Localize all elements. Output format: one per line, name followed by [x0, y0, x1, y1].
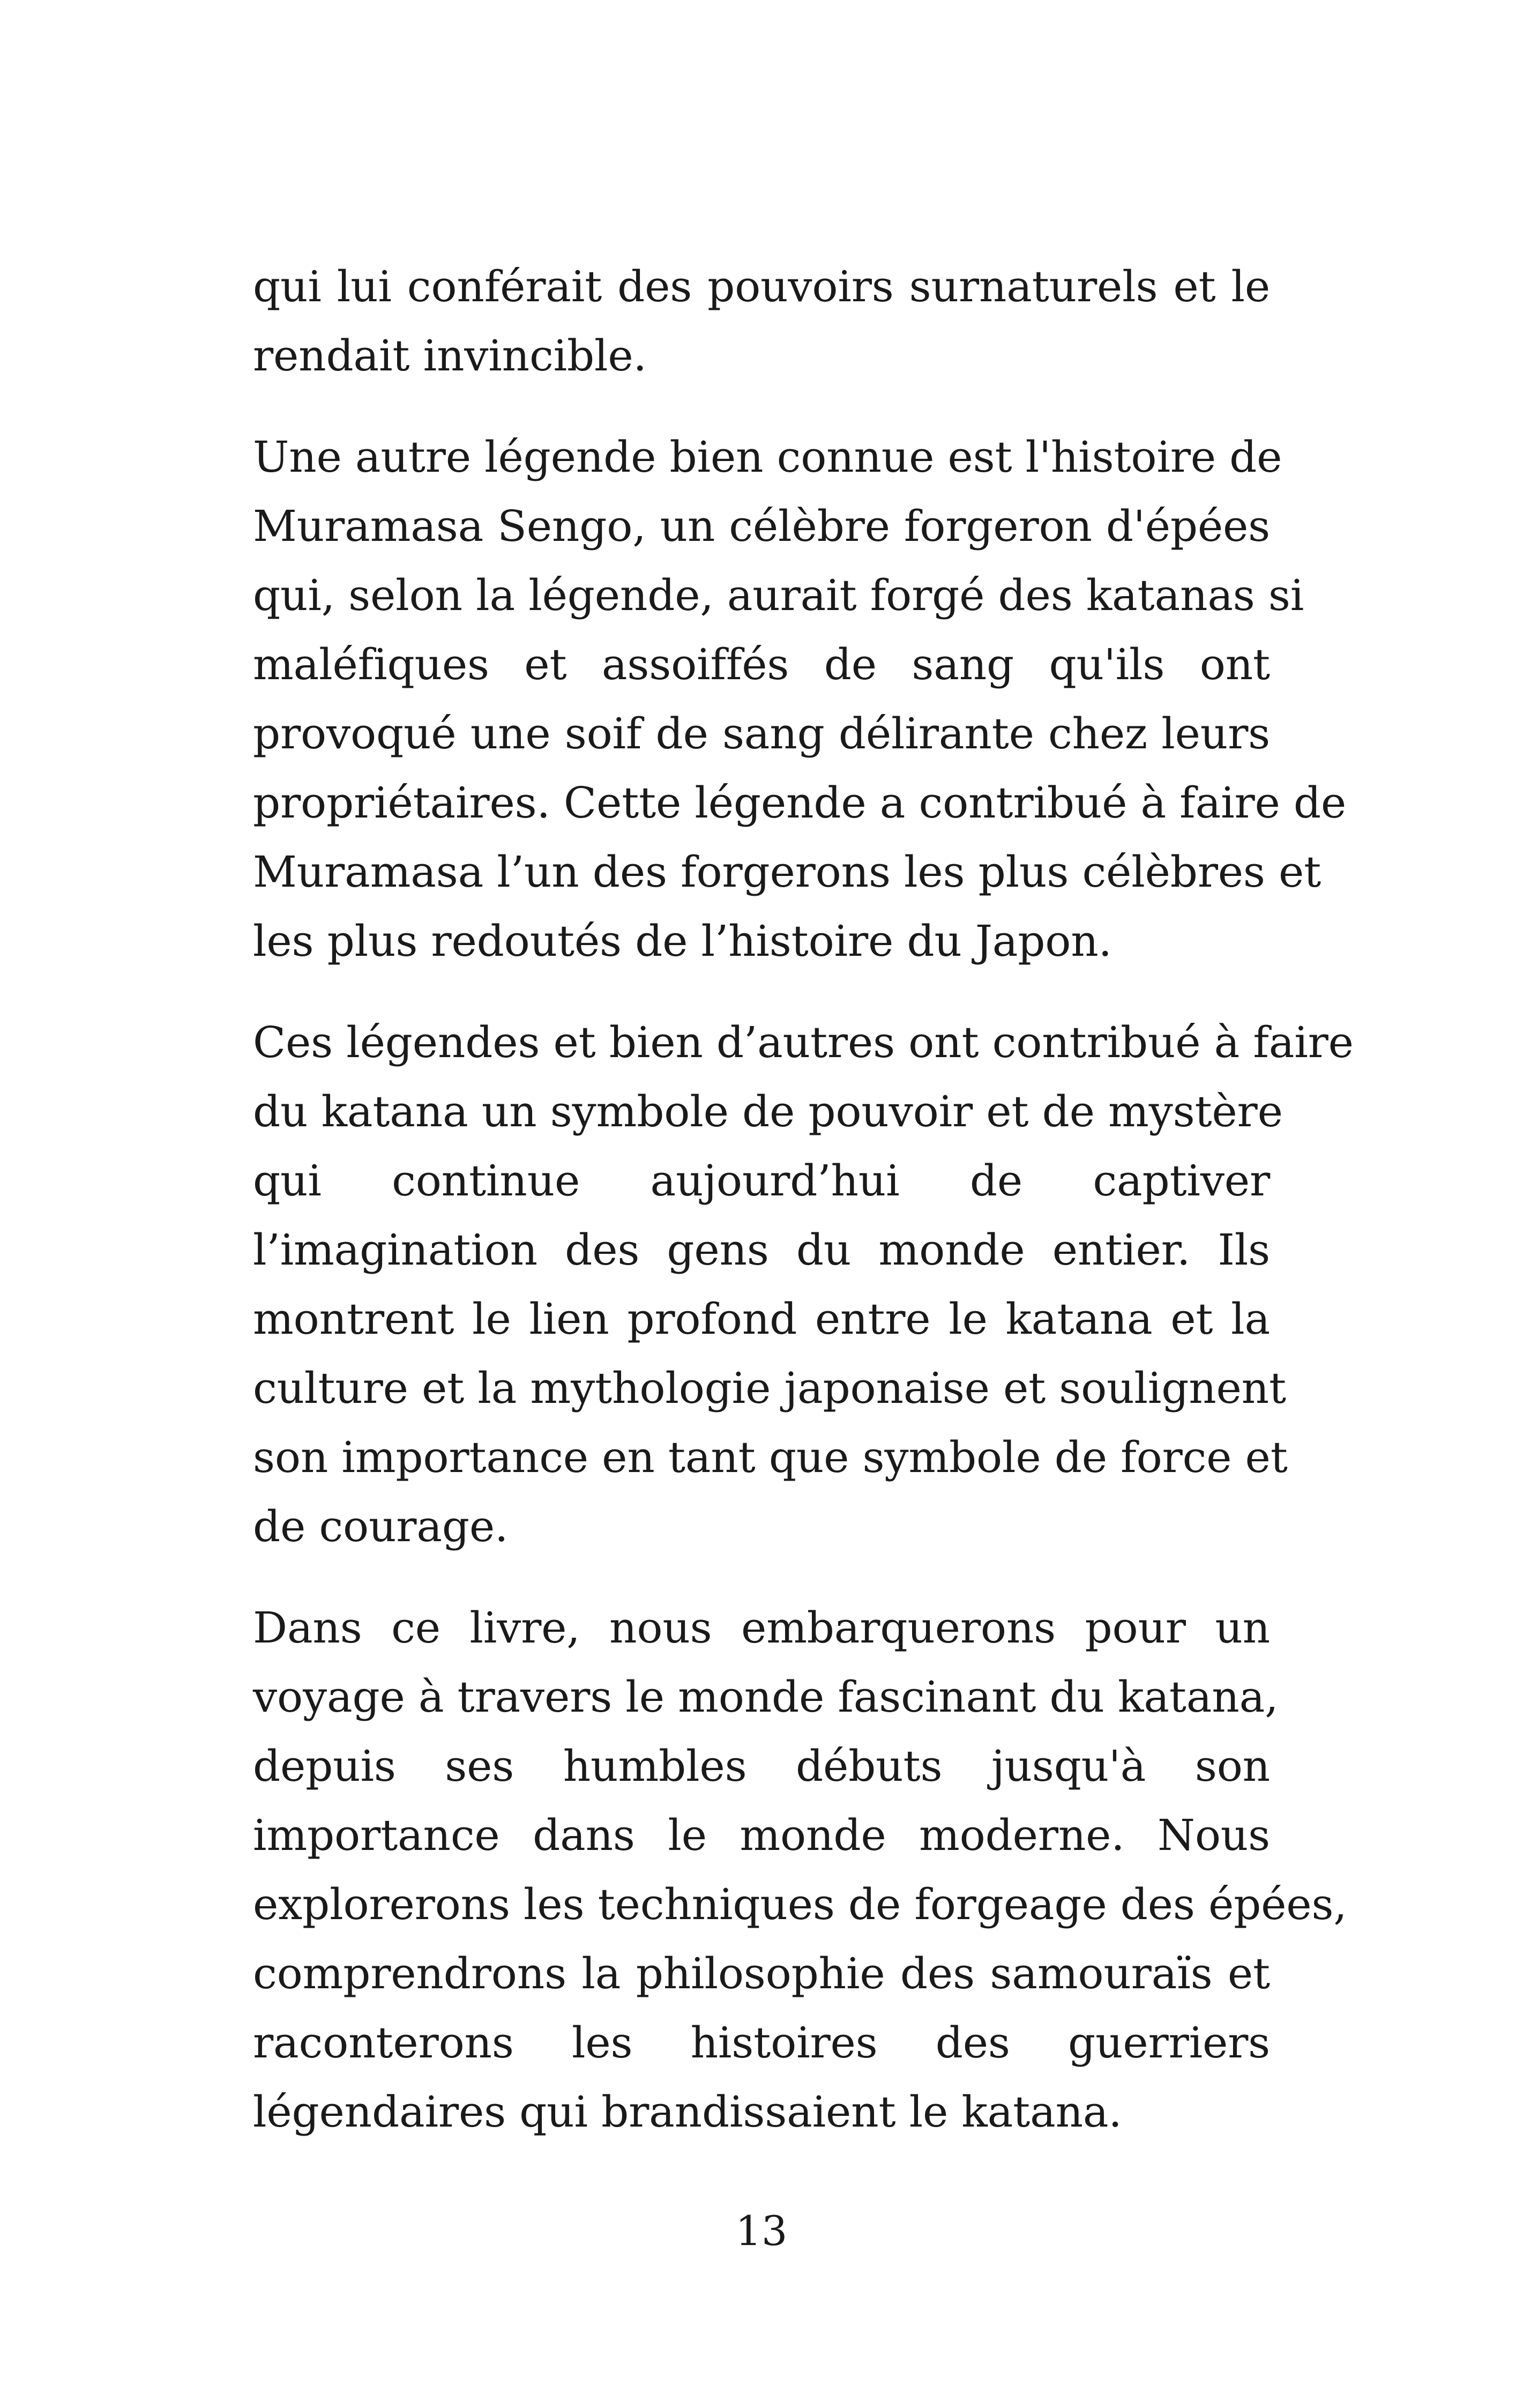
- text-line: l’imagination des gens du monde entier. Ils: [253, 1225, 1270, 1275]
- page-number: 13: [735, 2207, 788, 2255]
- text-line: Ces légendes et bien d’autres ont contribué à faire: [253, 1017, 1354, 1067]
- text-line: depuis ses humbles débuts jusqu'à son: [253, 1741, 1270, 1791]
- text-line: culture et la mythologie japonaise et soulignent: [253, 1363, 1286, 1413]
- paragraph: [253, 1593, 1347, 2146]
- body-text: [253, 252, 1354, 2146]
- text-line: Une autre légende bien connue est l'histoire de: [253, 432, 1282, 482]
- text-line: voyage à travers le monde fascinant du katana,: [253, 1672, 1279, 1722]
- text-line: qui continue aujourd’hui de captiver: [253, 1156, 1270, 1206]
- paragraph: [253, 1008, 1354, 1561]
- text-line: Dans ce livre, nous embarquerons pour un: [253, 1603, 1270, 1653]
- text-line: explorerons les techniques de forgeage des épées,: [253, 1879, 1347, 1929]
- text-line: rendait invincible.: [253, 331, 647, 381]
- text-line: Muramasa Sengo, un célèbre forgeron d'épées: [253, 501, 1270, 551]
- text-line: légendaires qui brandissaient le katana.: [253, 2087, 1122, 2137]
- text-line: maléfiques et assoiffés de sang qu'ils ont: [253, 640, 1270, 689]
- text-line: raconterons les histoires des guerriers: [253, 2018, 1270, 2068]
- text-line: Muramasa l’un des forgerons les plus célèbres et: [253, 847, 1322, 897]
- text-line: du katana un symbole de pouvoir et de mystère: [253, 1087, 1283, 1136]
- text-line: montrent le lien profond entre le katana et la: [253, 1294, 1270, 1344]
- text-line: de courage.: [253, 1502, 509, 1551]
- text-line: provoqué une soif de sang délirante chez leurs: [253, 709, 1270, 759]
- paragraph: [253, 252, 1270, 390]
- text-line: propriétaires. Cette légende a contribué à faire de: [253, 778, 1347, 828]
- text-line: son importance en tant que symbole de force et: [253, 1432, 1288, 1482]
- paragraph: [253, 422, 1347, 976]
- text-line: qui, selon la légende, aurait forgé des katanas si: [253, 570, 1304, 620]
- text-line: importance dans le monde moderne. Nous: [253, 1810, 1270, 1860]
- text-line: qui lui conférait des pouvoirs surnaturels et le: [253, 262, 1270, 311]
- text-line: les plus redoutés de l’histoire du Japon.: [253, 916, 1112, 966]
- text-line: comprendrons la philosophie des samouraïs et: [253, 1949, 1270, 1998]
